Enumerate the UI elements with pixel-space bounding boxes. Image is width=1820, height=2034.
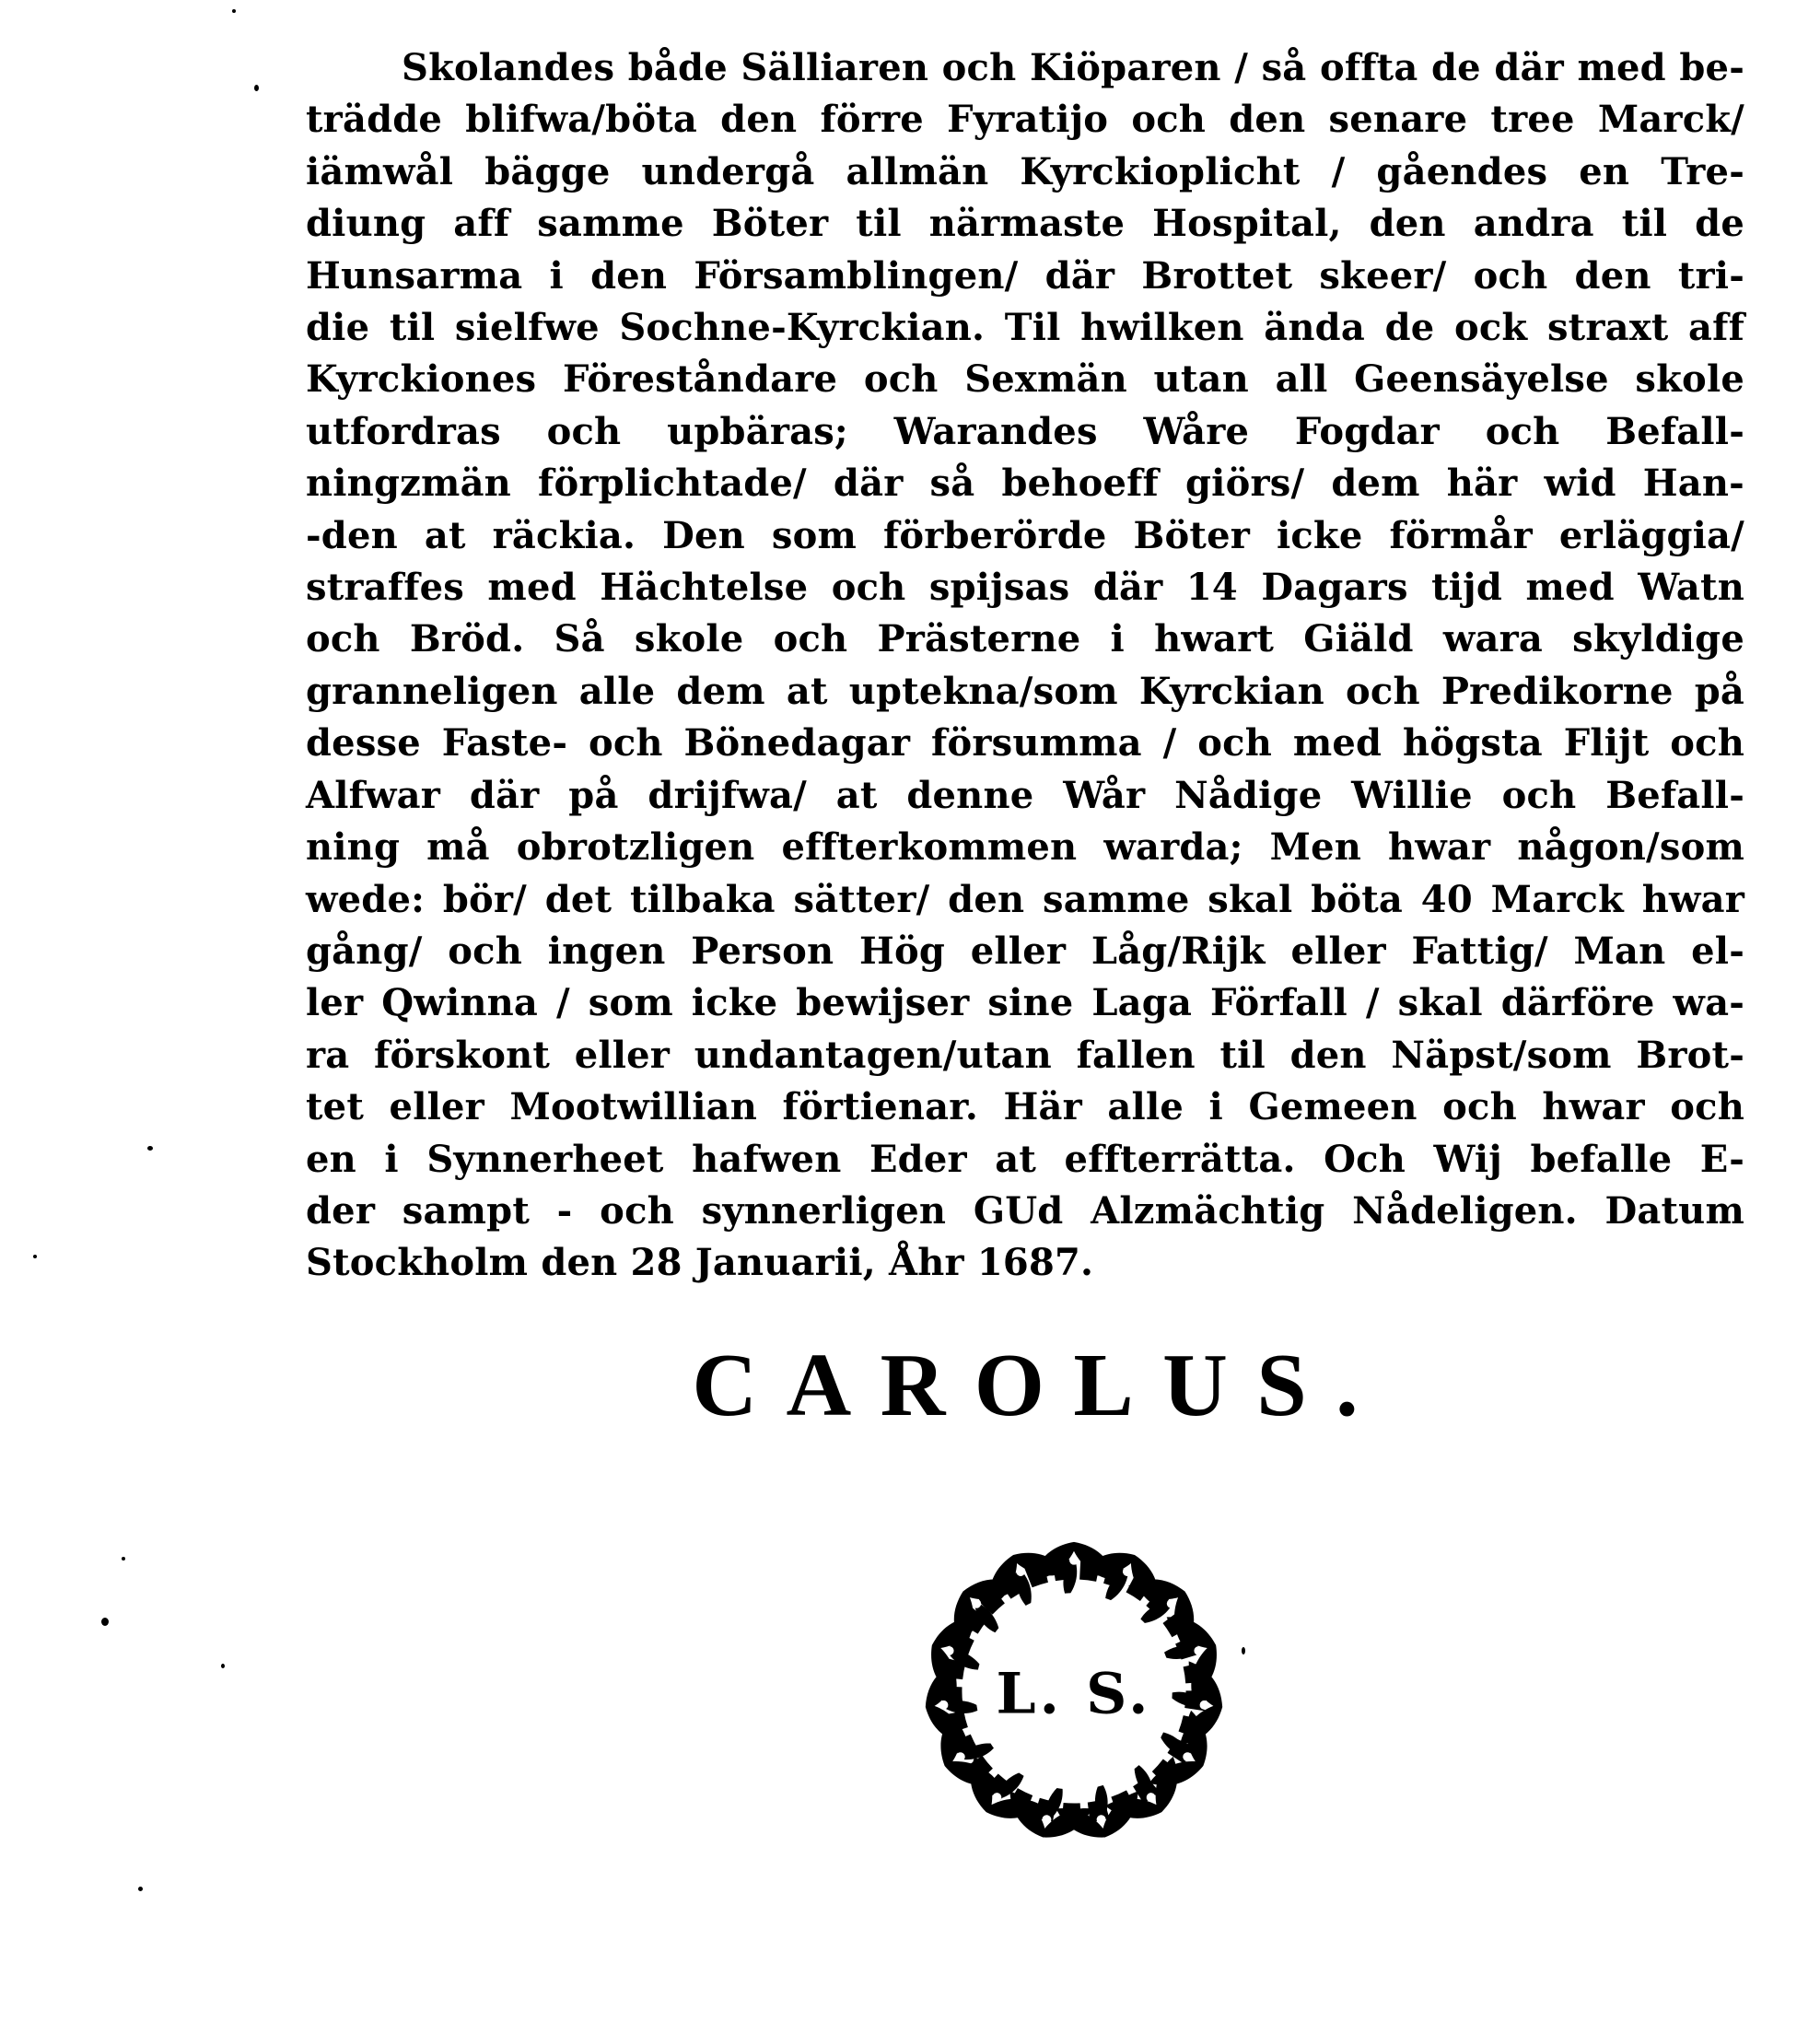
seal-text: L. S. <box>996 1660 1152 1727</box>
body-line: ler Qwinna / som icke bewijser sine Laga Förfall / skal därföre wa- <box>306 981 1744 1025</box>
body-line: straffes med Hächtelse och spijsas där 14 Dagars tijd med Watn <box>306 566 1744 610</box>
body-line: ning må obrotzligen effterkommen warda; Men hwar någon/som <box>306 825 1744 870</box>
body-line: die til sielfwe Sochne-Kyrckian. Til hwilken ända de ock straxt aff <box>306 306 1744 350</box>
ink-speck <box>122 1557 125 1561</box>
ink-speck <box>101 1618 109 1626</box>
body-line-dateline: Stockholm den 28 Januarii, Åhr 1687. <box>306 1241 1094 1285</box>
body-line: en i Synnerheet hafwen Eder at effterrätta. Och Wij befalle E- <box>306 1137 1744 1181</box>
body-line: Hunsarma i den Församblingen/ där Brottet skeer/ och den tri- <box>306 253 1744 298</box>
body-line: diung aff samme Böter til närmaste Hospital, den andra til de <box>306 202 1744 246</box>
body-line: utfordras och upbäras; Warandes Wåre Fogdar och Befall- <box>306 409 1744 453</box>
body-line: wede: bör/ det tilbaka sätter/ den samme skal böta 40 Marck hwar <box>306 877 1744 921</box>
body-line: granneligen alle dem at uptekna/som Kyrckian och Predikorne på <box>306 669 1744 713</box>
body-text-block <box>306 42 1744 1290</box>
body-line: Alfwar där på drijfwa/ at denne Wår Nådige Willie och Befall- <box>306 773 1744 817</box>
ink-speck <box>33 1255 37 1258</box>
ink-speck <box>147 1146 153 1151</box>
body-line: ra förskont eller undantagen/utan fallen til den Näpst/som Brot- <box>306 1033 1744 1077</box>
body-line: tet eller Mootwillian förtienar. Här alle i Gemeen och hwar och <box>306 1085 1744 1129</box>
ink-speck <box>1242 1647 1245 1654</box>
body-line: desse Faste- och Bönedagar försumma / och med högsta Flijt och <box>306 721 1744 766</box>
body-line: iämwål bägge undergå allmän Kyrckioplicht / gåendes en Tre- <box>306 149 1744 193</box>
body-line: och Bröd. Så skole och Prästerne i hwart Giäld wara skyldige <box>306 617 1744 661</box>
body-line: Kyrckiones Föreståndare och Sexmän utan all Geensäyelse skole <box>306 357 1744 402</box>
ink-speck <box>254 85 259 91</box>
body-line: ningzmän förplichtade/ där så behoeff giörs/ dem här wid Han- <box>306 462 1744 506</box>
ink-speck <box>221 1664 225 1668</box>
body-line: gång/ och ingen Person Hög eller Låg/Rijk eller Fattig/ Man el- <box>306 929 1744 973</box>
ink-speck <box>232 9 236 13</box>
signature-carolus: CAROLUS. <box>692 1336 1387 1435</box>
laurel-wreath-seal <box>919 1537 1229 1846</box>
body-line: Skolandes både Sälliaren och Kiöparen / så offta de där med be- <box>402 46 1744 89</box>
body-line: trädde blifwa/böta den förre Fyratijo och den senare tree Marck/ <box>306 98 1744 142</box>
body-line: -den at räckia. Den som förberörde Böter icke förmår erläggia/ <box>306 513 1744 557</box>
ink-speck <box>138 1887 143 1891</box>
body-line: der sampt - och synnerligen GUd Alzmächtig Nådeligen. Datum <box>306 1188 1744 1233</box>
